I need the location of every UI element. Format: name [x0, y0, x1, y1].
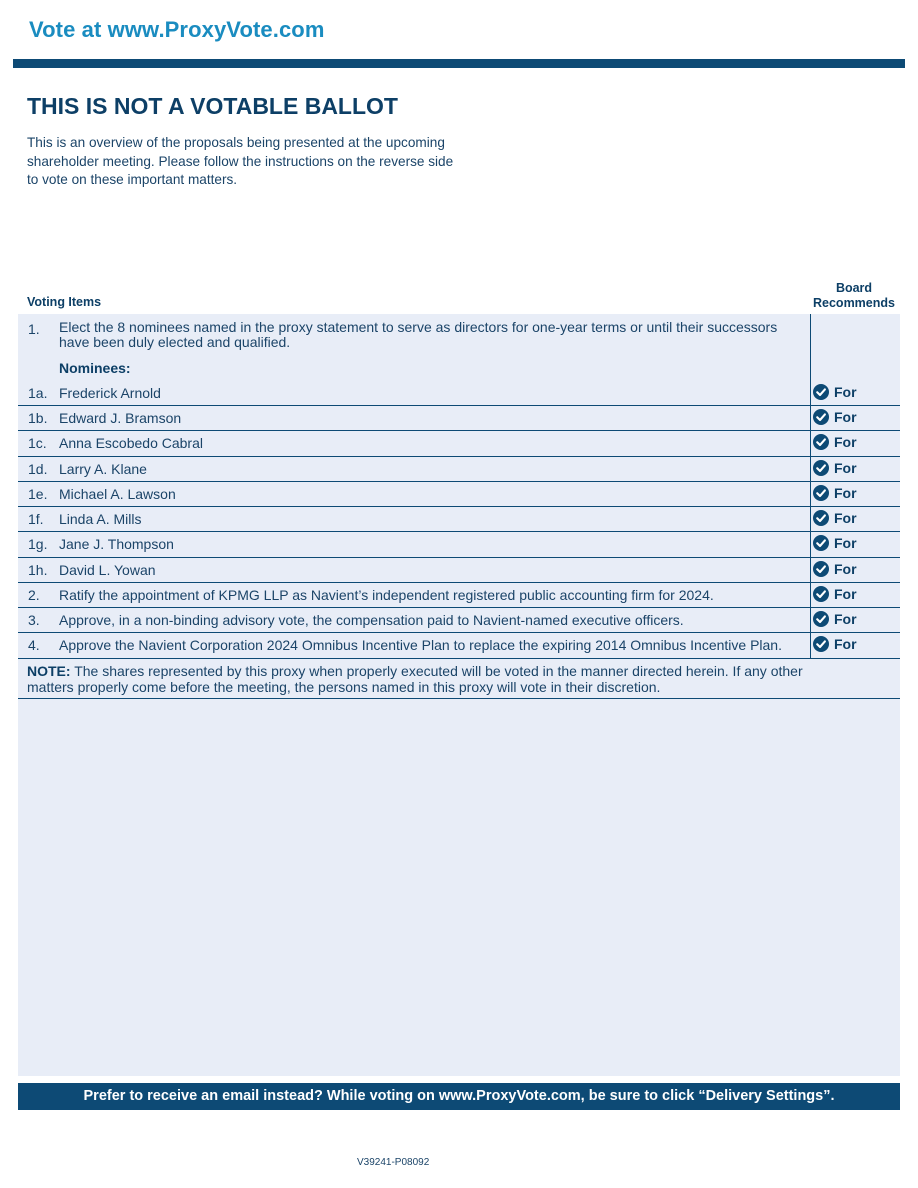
page-title: THIS IS NOT A VOTABLE BALLOT [27, 93, 398, 119]
item-text: Frederick Arnold [59, 385, 161, 401]
board-recommendation [813, 611, 857, 627]
item-text: Linda A. Mills [59, 511, 142, 527]
intro-text: This is an overview of the proposals being presented at the upcoming shareholder meeting. Please follow the instructions on the reverse side to vote on these important matters. [27, 135, 454, 187]
table-row [18, 582, 900, 608]
item-number: 2. [28, 587, 40, 603]
recommendation-label: For [834, 434, 857, 450]
item-number: 1g. [28, 536, 48, 552]
check-circle-icon [813, 384, 834, 400]
check-circle-icon [813, 434, 834, 450]
item-text: Ratify the appointment of KPMG LLP as Navient’s independent registered public accounting firm for 2024. [59, 587, 714, 603]
note-label: NOTE: [27, 663, 71, 679]
board-recommendation [813, 636, 857, 652]
item-number: 1e. [28, 486, 48, 502]
recommendation-label: For [834, 611, 857, 627]
item-text: Anna Escobedo Cabral [59, 435, 203, 451]
item-text: David L. Yowan [59, 562, 156, 578]
table-row [18, 531, 900, 558]
recommendation-label: For [834, 636, 857, 652]
item-number: 3. [28, 612, 40, 628]
table-row [18, 456, 900, 482]
board-recommendation [813, 510, 857, 526]
check-circle-icon [813, 485, 834, 501]
board-recommendation [813, 586, 857, 602]
table-row [18, 632, 900, 659]
item-number: 1f. [28, 511, 44, 527]
item-text: Jane J. Thompson [59, 536, 174, 552]
item-number: 1c. [28, 435, 47, 451]
item-number: 1d. [28, 461, 48, 477]
item-text: Michael A. Lawson [59, 486, 176, 502]
table-row [18, 380, 900, 406]
board-recommendation [813, 434, 857, 450]
proxyvote-link[interactable]: Vote at www.ProxyVote.com [29, 17, 325, 42]
item-text: Edward J. Bramson [59, 410, 182, 426]
recommendation-label: For [834, 586, 857, 602]
item-text: Approve the Navient Corporation 2024 Omnibus Incentive Plan to replace the expiring 2014 Omnibus Incentive Plan. [59, 637, 782, 653]
nominees-label: Nominees: [59, 360, 131, 376]
recommendation-label: For [834, 510, 857, 526]
board-recommendation [813, 409, 857, 425]
check-circle-icon [813, 535, 834, 551]
check-circle-icon [813, 409, 834, 425]
note-body: The shares represented by this proxy when properly executed will be voted in the manner directed herein. If any other matters properly come before the meeting, the persons named in this proxy will vote in their discretion. [27, 663, 803, 695]
item-number: 1. [28, 321, 40, 337]
recommendation-label: For [834, 561, 857, 577]
document-code: V39241-P08092 [357, 1157, 430, 1168]
voting-items-header: Voting Items [27, 295, 102, 309]
item-number: 1h. [28, 562, 48, 578]
recommendation-label: For [834, 485, 857, 501]
note-row [18, 658, 900, 699]
recommendation-label: For [834, 460, 857, 476]
item-text: Larry A. Klane [59, 461, 147, 477]
item-text: Elect the 8 nominees named in the proxy statement to serve as directors for one-year terms or until their successors have been duly elected and qualified. [59, 319, 778, 350]
check-circle-icon [813, 611, 834, 627]
recommendation-label: For [834, 409, 857, 425]
table-row [18, 506, 900, 532]
table-row [18, 607, 900, 633]
item-number: 4. [28, 637, 40, 653]
board-recommendation [813, 561, 857, 577]
board-recommendation [813, 460, 857, 476]
table-row [18, 481, 900, 507]
check-circle-icon [813, 586, 834, 602]
board-recommendation [813, 485, 857, 501]
table-row [18, 557, 900, 583]
recommendation-label: For [834, 384, 857, 400]
check-circle-icon [813, 636, 834, 652]
header-rule [13, 59, 905, 68]
board-recommendation [813, 384, 857, 400]
table-row [18, 430, 900, 457]
board-recommendation [813, 535, 857, 551]
note-text [27, 664, 817, 695]
item-text: Approve, in a non-binding advisory vote, the compensation paid to Navient-named executive officers. [59, 612, 684, 628]
check-circle-icon [813, 510, 834, 526]
recommendation-label: For [834, 535, 857, 551]
item-number: 1a. [28, 385, 48, 401]
item-number: 1b. [28, 410, 48, 426]
board-recommends-line2: Recommends [813, 295, 895, 310]
check-circle-icon [813, 460, 834, 476]
table-row [18, 405, 900, 431]
email-prompt-bar: Prefer to receive an email instead? While voting on www.ProxyVote.com, be sure to click “Delivery Settings”. [18, 1083, 900, 1110]
board-recommends-header [808, 281, 900, 310]
check-circle-icon [813, 561, 834, 577]
table-row-item1 [18, 314, 900, 380]
board-recommends-line1: Board [835, 281, 873, 295]
